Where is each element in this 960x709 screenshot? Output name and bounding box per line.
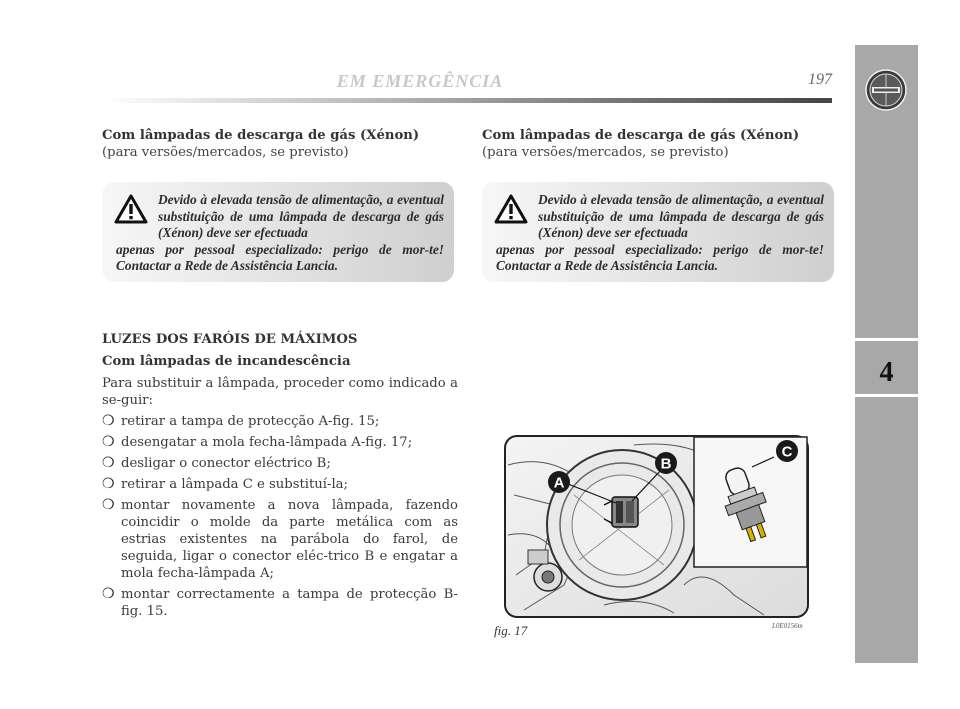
figure-code: L0E0156m — [772, 622, 803, 630]
procedure-step — [102, 455, 458, 472]
bullet-icon: ❍ — [102, 497, 115, 513]
chapter-number: 4 — [879, 357, 894, 388]
procedure-step — [102, 413, 458, 430]
procedure-step-text: montar novamente a nova lâmpada, fazendo coincidir o molde da parte metálica com as estrias existentes na parábola do farol, de seguida, ligar o conector eléc-trico B e engatar a mola fecha-lâmpada A; — [121, 498, 458, 581]
left-subheading: (para versões/mercados, se previsto) — [102, 145, 349, 160]
right-subheading: (para versões/mercados, se previsto) — [482, 145, 729, 160]
procedure-intro: Para substituir a lâmpada, proceder como indicado a se-guir: — [102, 376, 458, 408]
right-warning-rest: apenas por pessoal especializado: perigo de mor-te! Contactar a Rede de Assistência Lancia. — [496, 241, 824, 273]
left-heading: Com lâmpadas de descarga de gás (Xénon) — [102, 128, 420, 143]
left-warning-indented: Devido à elevada tensão de alimentação, a eventual substituição de uma lâmpada de descarga de gás (Xénon) deve ser efectuada — [158, 192, 444, 240]
left-warning-box — [102, 182, 454, 282]
section-title: LUZES DOS FARÓIS DE MÁXIMOS — [102, 332, 358, 347]
figure-caption: fig. 17 — [494, 623, 528, 638]
figure-label-c — [776, 440, 798, 462]
figure-label-a — [548, 471, 570, 493]
procedure-step-text: montar correctamente a tampa de protecção B-fig. 15. — [121, 587, 458, 619]
svg-text:C: C — [781, 443, 793, 461]
left-warning-rest: apenas por pessoal especializado: perigo de mor-te! Contactar a Rede de Assistência Lancia. — [116, 241, 444, 273]
right-warning-box — [482, 182, 834, 282]
right-heading: Com lâmpadas de descarga de gás (Xénon) — [482, 128, 800, 143]
chapter-tab — [855, 45, 918, 663]
procedure-section — [102, 331, 458, 620]
procedure-step — [102, 434, 458, 451]
section-subtitle: Com lâmpadas de incandescência — [102, 354, 351, 369]
procedure-step-text: retirar a tampa de protecção A-fig. 15; — [121, 414, 380, 429]
procedure-steps — [102, 413, 458, 620]
running-header-title: EM EMERGÊNCIA — [336, 71, 504, 91]
procedure-step — [102, 476, 458, 493]
bullet-icon: ❍ — [102, 413, 115, 429]
tab-separator-bottom — [855, 394, 918, 397]
bullet-icon: ❍ — [102, 434, 115, 450]
left-column — [102, 127, 454, 161]
right-warning-indented: Devido à elevada tensão de alimentação, a eventual substituição de uma lâmpada de descarga de gás (Xénon) deve ser efectuada — [538, 192, 824, 240]
right-column — [482, 127, 834, 161]
headlamp-figure — [504, 435, 809, 618]
right-warning-text — [496, 192, 824, 275]
lancia-logo-icon — [864, 68, 908, 112]
procedure-step-text: retirar a lâmpada C e substituí-la; — [121, 477, 348, 492]
bullet-icon: ❍ — [102, 586, 115, 602]
tab-separator-top — [855, 338, 918, 341]
bullet-icon: ❍ — [102, 455, 115, 471]
procedure-step — [102, 586, 458, 620]
bullet-icon: ❍ — [102, 476, 115, 492]
procedure-step-text: desligar o conector eléctrico B; — [121, 456, 331, 471]
header-rule — [102, 98, 832, 103]
svg-text:B: B — [660, 455, 672, 473]
procedure-step — [102, 497, 458, 582]
svg-text:A: A — [553, 474, 565, 492]
figure-label-b — [655, 452, 677, 474]
procedure-step-text: desengatar a mola fecha-lâmpada A-fig. 17; — [121, 435, 413, 450]
page-number: 197 — [808, 71, 832, 88]
left-warning-text — [116, 192, 444, 275]
